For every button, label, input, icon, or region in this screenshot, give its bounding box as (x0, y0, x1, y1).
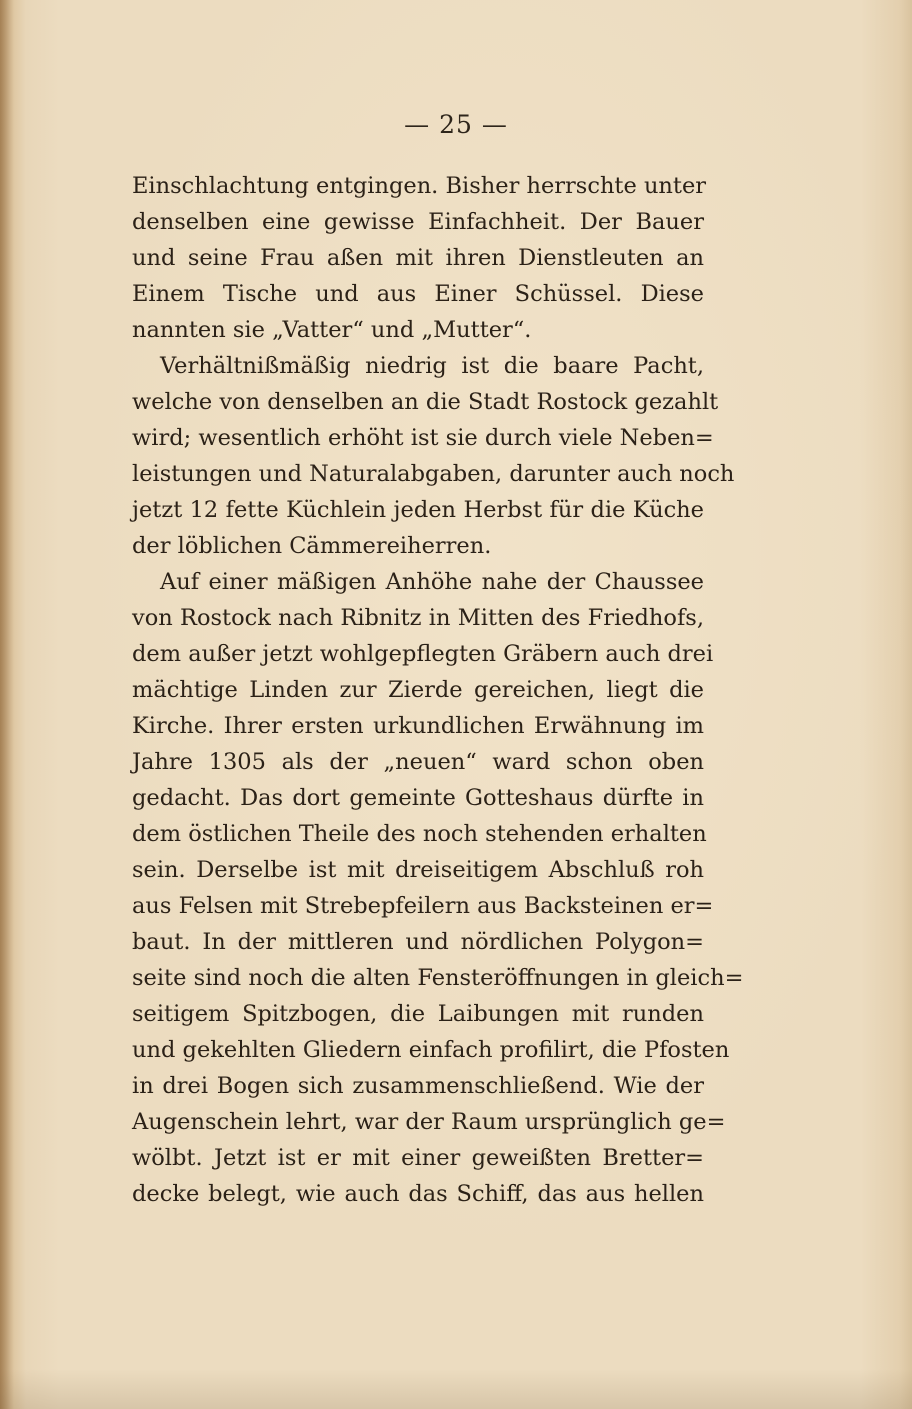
text-line: Auf einer mäßigen Anhöhe nahe der Chaussee (160, 569, 704, 595)
text-line: dem östlichen Theile des noch stehenden erhalten (132, 821, 707, 847)
text-line: Verhältnißmäßig niedrig ist die baare Pacht, (160, 353, 704, 379)
text-line: welche von denselben an die Stadt Rostock gezahlt (132, 389, 719, 415)
text-line: seitigem Spitzbogen, die Laibungen mit runden (132, 1001, 704, 1027)
text-line: nannten sie „Vatter“ und „Mutter“. (132, 317, 532, 343)
text-line: Jahre 1305 als der „neuen“ ward schon oben (132, 749, 704, 775)
text-line: wölbt. Jetzt ist er mit einer geweißten Bretter= (132, 1145, 704, 1171)
text-line: mächtige Linden zur Zierde gereichen, liegt die (132, 677, 704, 703)
text-line: denselben eine gewisse Einfachheit. Der Bauer (132, 209, 704, 235)
text-line: Augenschein lehrt, war der Raum ursprünglich ge= (132, 1109, 726, 1135)
text-line: und gekehlten Gliedern einfach profilirt, die Pfosten (132, 1037, 730, 1063)
text-line: wird; wesentlich erhöht ist sie durch viele Neben= (132, 425, 714, 451)
text-line: sein. Derselbe ist mit dreiseitigem Abschluß roh (132, 857, 704, 883)
text-line: dem außer jetzt wohlgepflegten Gräbern auch drei (132, 641, 714, 667)
text-line: jetzt 12 fette Küchlein jeden Herbst für die Küche (132, 497, 704, 523)
text-line: aus Felsen mit Strebepfeilern aus Backsteinen er= (132, 893, 714, 919)
text-line: von Rostock nach Ribnitz in Mitten des Friedhofs, (132, 605, 704, 631)
text-line: gedacht. Das dort gemeinte Gotteshaus dürfte in (132, 785, 704, 811)
text-line: in drei Bogen sich zusammenschließend. Wie der (132, 1073, 704, 1099)
text-line: der löblichen Cämmereiherren. (132, 533, 492, 559)
text-line: baut. In der mittleren und nördlichen Polygon= (132, 929, 704, 955)
text-line: seite sind noch die alten Fensteröffnungen in gleich= (132, 965, 744, 991)
page-number: — 25 — (404, 110, 508, 139)
text-line: Kirche. Ihrer ersten urkundlichen Erwähnung im (132, 713, 704, 739)
body-text (132, 168, 744, 1212)
text-line: leistungen und Naturalabgaben, darunter auch noch (132, 461, 735, 487)
text-line: Einem Tische und aus Einer Schüssel. Diese (132, 281, 704, 307)
text-line: decke belegt, wie auch das Schiff, das aus hellen (132, 1181, 704, 1207)
spine-shadow (0, 0, 14, 1409)
text-line: Einschlachtung entgingen. Bisher herrschte unter (132, 173, 707, 199)
text-line: und seine Frau aßen mit ihren Dienstleuten an (132, 245, 704, 271)
